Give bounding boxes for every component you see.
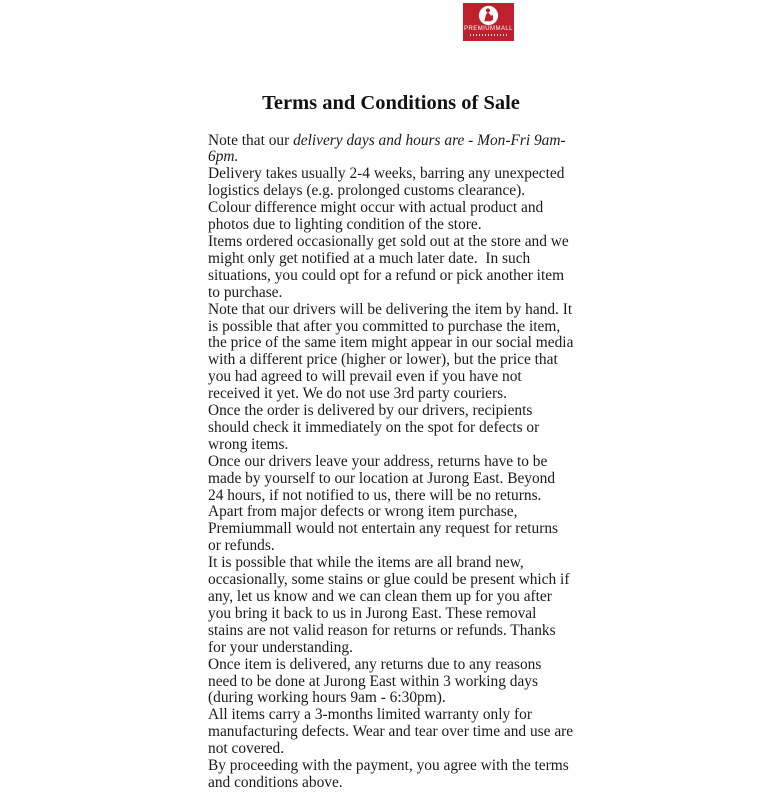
logo-brand-text: PREMIUMMALL xyxy=(464,26,513,32)
terms-paragraph: By proceeding with the payment, you agree with the terms and conditions above. xyxy=(208,757,573,791)
page-title: Terms and Conditions of Sale xyxy=(262,92,520,114)
terms-paragraph: Colour difference might occur with actual product and photos due to lighting condition of the store. xyxy=(208,199,548,234)
terms-paragraph: Delivery takes usually 2-4 weeks, barring any unexpected logistics delays (e.g. prolonged customs clearance). xyxy=(208,165,569,200)
intro-normal-text: Note that our xyxy=(208,131,294,149)
terms-paragraph: Once our drivers leave your address, returns have to be made by yourself to our location at Jurong East. Beyond 24 hours, if not notified to us, there will be no returns. Apart from major defects or wrong item purchase, Premiummall would not entertain any request for returns or refunds. xyxy=(208,452,562,555)
terms-paragraph: Once the order is delivered by our drivers, recipients should check it immediately on the spot for defects or wrong items. xyxy=(208,402,544,453)
terms-body xyxy=(208,131,578,792)
terms-paragraph: It is possible that while the items are all brand new, occasionally, some stains or glue could be present which if any, let us know and we can clean them up for you after you bring it back to us in Jurong East. These removal stains are not valid reason for returns or refunds. Thanks for your understanding. xyxy=(208,554,574,656)
terms-paragraph: Items ordered occasionally get sold out at the store and we might only get notified at a much later date. In such situations, you could opt for a refund or pick another item to purchase. xyxy=(208,232,573,301)
terms-paragraph: Once item is delivered, any returns due to any reasons need to be done at Jurong East within 3 working days (during working hours 9am - 6:30pm). xyxy=(208,655,546,707)
terms-paragraph: All items carry a 3-months limited warranty only for manufacturing defects. Wear and tear over time and use are not covered. xyxy=(208,706,577,758)
terms-paragraph: Note that our drivers will be delivering the item by hand. It is possible that after you committed to purchase the item, the price of the same item might appear in our social media with a different price (higher or lower), but the price that you had agreed to will prevail even if you have not received it yet. We do not use 3rd party couriers. xyxy=(208,300,578,403)
terms-paragraph-intro xyxy=(208,133,574,167)
intro-italic-text: delivery days and hours are - Mon-Fri 9am-6pm. xyxy=(208,131,566,166)
terms-document xyxy=(208,0,578,792)
